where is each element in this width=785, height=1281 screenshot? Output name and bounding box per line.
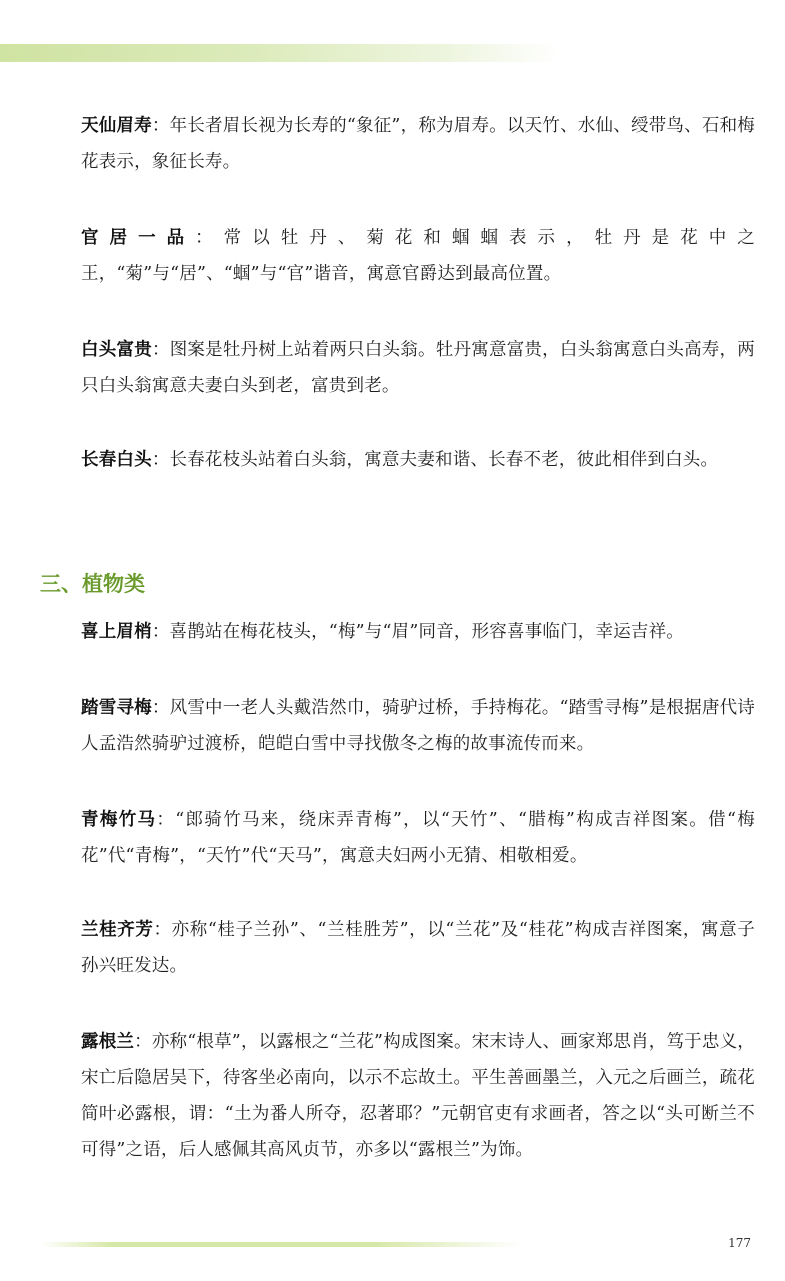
entry-text: ：亦称“桂子兰孙”、“兰桂胜芳”，以“兰花”及“桂花”构成吉祥图案，寓意子孙兴旺发达。 [81, 920, 755, 976]
entry-term: 白头富贵 [81, 340, 152, 360]
entry-text: ：“郎骑竹马来，绕床弄青梅”，以“天竹”、“腊梅”构成吉祥图案。借“梅花”代“青梅”，“天竹”代“天马”，寓意夫妇两小无猜、相敬相爱。 [81, 810, 755, 866]
page-number: 177 [728, 1236, 751, 1250]
entry-lugen-lan [40, 1024, 755, 1168]
entry-term: 青梅竹马 [81, 810, 157, 830]
entry-term: 天仙眉寿 [81, 116, 152, 136]
header-decoration-band [0, 44, 560, 62]
entry-term: 喜上眉梢 [81, 622, 152, 642]
entry-tianxian-meishou [40, 108, 755, 180]
entry-text: ：常以牡丹、菊花和蝈蝈表示，牡丹是花中之王，“菊”与“居”、“蝈”与“官”谐音，寓意官爵达到最高位置。 [81, 228, 755, 284]
entry-changchun-baitou [40, 442, 755, 478]
section-title: 三、植物类 [40, 571, 145, 596]
entry-langui-qifang [40, 912, 755, 984]
entry-term: 官居一品 [81, 228, 196, 248]
entry-term: 踏雪寻梅 [81, 698, 152, 718]
entry-text: ：图案是牡丹树上站着两只白头翁。牡丹寓意富贵，白头翁寓意白头高寿，两只白头翁寓意夫妻白头到老，富贵到老。 [81, 340, 755, 396]
entry-term: 兰桂齐芳 [81, 920, 154, 940]
entry-qingmei-zhuma [40, 802, 755, 874]
entry-text: ：亦称“根草”，以露根之“兰花”构成图案。宋末诗人、画家郑思肖，笃于忠义，宋亡后隐居吴下，待客坐必南向，以示不忘故土。平生善画墨兰，入元之后画兰，疏花简叶必露根，谓：“土为番人所夺，忍著耶？”元朝官吏有求画者，答之以“头可断兰不可得”之语，后人感佩其高风贞节，亦多以“露根兰”为饰。 [81, 1032, 755, 1160]
entry-text: ：风雪中一老人头戴浩然巾，骑驴过桥，手持梅花。“踏雪寻梅”是根据唐代诗人孟浩然骑驴过渡桥，皑皑白雪中寻找傲冬之梅的故事流传而来。 [81, 698, 755, 754]
entry-text: ：年长者眉长视为长寿的“象征”，称为眉寿。以天竹、水仙、绶带鸟、石和梅花表示，象征长寿。 [81, 116, 755, 172]
entry-guanju-yipin [40, 220, 755, 292]
entry-text: ：喜鹊站在梅花枝头，“梅”与“眉”同音，形容喜事临门，幸运吉祥。 [151, 622, 684, 642]
entry-baitou-fugui [40, 332, 755, 404]
entry-term: 露根兰 [81, 1032, 135, 1052]
entry-taxue-xunmei [40, 690, 755, 762]
entry-text: ：长春花枝头站着白头翁，寓意夫妻和谐、长春不老，彼此相伴到白头。 [151, 450, 719, 470]
footer-decoration-rule [40, 1242, 520, 1247]
entry-term: 长春白头 [81, 450, 152, 470]
entry-xishang-meishao [40, 614, 755, 650]
